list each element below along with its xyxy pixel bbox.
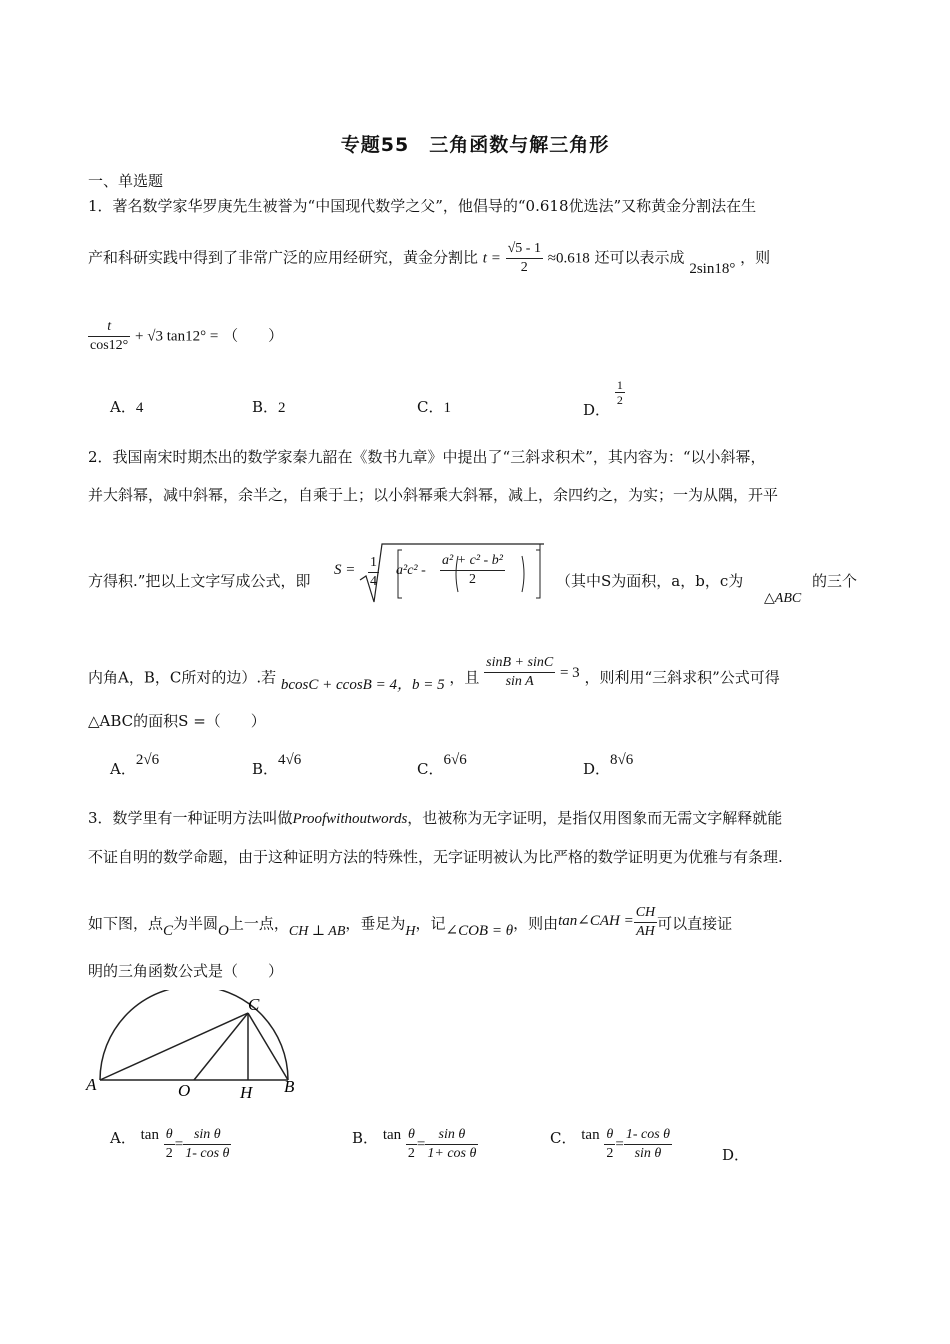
fraction-den: 2 bbox=[616, 393, 623, 407]
lhs-fraction bbox=[604, 1126, 615, 1163]
q2-line3 bbox=[88, 570, 310, 591]
q2-cond1: bcosC + ccosB = 4，b = 5 bbox=[280, 676, 445, 693]
fraction-den: sin θ bbox=[634, 1146, 662, 1161]
label-h: H bbox=[240, 1083, 253, 1102]
q2-inner-fraction bbox=[440, 552, 505, 589]
fraction-den: 2 bbox=[606, 1146, 614, 1161]
q3-line2: 不证自明的数学命题，由于这种证明方法的特殊性，无字证明被认为比严格的数学证明更为优雅与有条理. bbox=[88, 848, 783, 866]
q1-sin-expr: 2sin18° bbox=[689, 260, 736, 277]
option-label: B． bbox=[352, 1128, 379, 1147]
text: 上一点， bbox=[228, 914, 289, 933]
option-label: C． bbox=[417, 398, 444, 416]
option-label: A． bbox=[110, 760, 136, 778]
text: 为半圆 bbox=[173, 914, 219, 933]
q1-line2-text: 产和科研实践中得到了非常广泛的应用经研究，黄金分割比 bbox=[88, 248, 479, 267]
q1-line2-mid: 还可以表示成 bbox=[594, 248, 685, 267]
label-a: A bbox=[86, 1075, 97, 1094]
perp-expr: CH ⊥ AB bbox=[288, 923, 346, 939]
q1-ratio-den: 2 bbox=[520, 260, 528, 275]
fraction-num: 1- cos θ bbox=[624, 1126, 672, 1145]
label-o: O bbox=[178, 1081, 191, 1100]
tan-word: tan bbox=[140, 1126, 159, 1143]
q1-line1: 1．著名数学家华罗庚先生被誉为“中国现代数学之父”，他倡导的“0.618优选法”又称黄金分割法在生 bbox=[88, 197, 757, 215]
fraction-num: a² + c² - b² bbox=[440, 552, 505, 571]
option-label: B． bbox=[252, 398, 279, 416]
angle-expr: ∠COB = θ bbox=[445, 922, 514, 939]
q2-line1: 2．我国南宋时期杰出的数学家秦九韶在《数书九章》中提出了“三斜求积术”，其内容为：“以小斜幂， bbox=[88, 448, 766, 466]
text: ，垂足为 bbox=[345, 914, 406, 933]
segment-ac bbox=[100, 1013, 248, 1080]
q2-line3-pre: 方得积.”把以上文字写成公式，即 bbox=[88, 572, 311, 590]
q2-quarter-fraction bbox=[368, 554, 379, 591]
q3-line3 bbox=[88, 906, 732, 943]
q2-line5: △ABC的面积S =（ ） bbox=[88, 712, 266, 730]
q1-option-c[interactable] bbox=[417, 396, 451, 417]
eq: = bbox=[174, 1136, 184, 1153]
option-label: A． bbox=[110, 1128, 136, 1147]
option-label: A． bbox=[110, 398, 136, 416]
fraction-den: 1+ cos θ bbox=[427, 1146, 477, 1161]
text: ，记 bbox=[415, 914, 446, 933]
option-value: 2 bbox=[278, 400, 286, 416]
fraction-den: 4 bbox=[370, 574, 377, 589]
q1-line2 bbox=[88, 240, 770, 277]
q2-line4 bbox=[88, 655, 780, 697]
option-value: 6√6 bbox=[443, 752, 467, 768]
option-value: 1 bbox=[443, 400, 451, 416]
fraction-num: sinB + sinC bbox=[484, 654, 555, 673]
fraction-den: 2 bbox=[407, 1146, 415, 1161]
q1-option-b[interactable] bbox=[252, 396, 286, 417]
rhs-fraction bbox=[425, 1126, 478, 1163]
fraction-den: sin A bbox=[505, 674, 534, 689]
fraction-num: CH bbox=[634, 904, 657, 923]
rhs-fraction bbox=[183, 1126, 231, 1163]
q2-option-a[interactable] bbox=[110, 748, 160, 778]
rhs-fraction bbox=[624, 1126, 672, 1163]
lhs-fraction bbox=[406, 1126, 417, 1163]
q2-option-c[interactable] bbox=[417, 748, 467, 778]
option-label: B． bbox=[252, 760, 279, 778]
q3-line1-post: ，也被称为无字证明，是指仅用图象而无需文字解释就能 bbox=[407, 809, 783, 827]
var-o: O bbox=[218, 922, 229, 939]
q2-line3-post bbox=[556, 570, 743, 591]
option-label: D． bbox=[722, 1146, 750, 1164]
q3-option-b[interactable] bbox=[352, 1126, 478, 1163]
q1-expr-den: cos12° bbox=[90, 338, 129, 353]
q1-approx: ≈0.618 bbox=[547, 250, 590, 267]
fraction-den: 1- cos θ bbox=[185, 1146, 230, 1161]
q3-option-c[interactable] bbox=[550, 1126, 672, 1163]
fraction-den: AH bbox=[636, 924, 655, 939]
q2-line2: 并大斜幂，减中斜幂，余半之，自乘于上；以小斜幂乘大斜幂，减上，余四约之，为实；一为从隅，开平 bbox=[88, 486, 779, 504]
option-label: C． bbox=[550, 1128, 577, 1147]
option-value: 2√6 bbox=[135, 752, 160, 768]
tan-word: tan bbox=[382, 1126, 402, 1143]
q1-option-d[interactable] bbox=[583, 378, 625, 419]
q1-ratio-fraction bbox=[506, 240, 543, 277]
q2-line4-mid: ，且 bbox=[449, 668, 480, 687]
option-label: C． bbox=[417, 760, 444, 778]
q1-expr-fraction bbox=[88, 318, 130, 355]
fraction-num: θ bbox=[406, 1126, 417, 1145]
q2-formula-a2c2: a²c² - bbox=[396, 563, 426, 578]
q2-triangle: △ABC bbox=[764, 591, 802, 606]
text: 如下图，点 bbox=[88, 914, 164, 933]
fraction-num: 1 bbox=[616, 378, 623, 392]
var-c: C bbox=[163, 922, 174, 939]
q2-line3-end: 的三个 bbox=[812, 572, 858, 590]
section-heading: 一、单选题 bbox=[88, 172, 164, 190]
option-value: 4 bbox=[135, 400, 144, 416]
fraction-num: 1 bbox=[368, 554, 379, 573]
eq: = bbox=[416, 1136, 426, 1153]
q3-line1 bbox=[88, 807, 782, 828]
var-h: H bbox=[405, 923, 416, 939]
q2-option-b[interactable] bbox=[252, 748, 302, 778]
q2-line3-post-text: （其中S为面积，a，b，c为 bbox=[556, 572, 744, 590]
q1-expr-num: t bbox=[88, 318, 130, 337]
option-label: D． bbox=[583, 400, 611, 419]
eq: = bbox=[615, 1136, 624, 1153]
q3-option-a[interactable] bbox=[110, 1126, 231, 1163]
semicircle-figure bbox=[84, 990, 304, 1102]
fraction-num: θ bbox=[604, 1126, 615, 1145]
tan-expr: tan∠CAH = bbox=[558, 912, 634, 929]
q2-cond2-fraction bbox=[484, 654, 555, 691]
option-value-fraction bbox=[615, 378, 625, 407]
option-label: D． bbox=[583, 760, 611, 778]
q3-line4: 明的三角函数公式是（ ） bbox=[88, 962, 284, 980]
option-value: 8√6 bbox=[610, 752, 634, 768]
q2-line4-end: ，则利用“三斜求积”公式可得 bbox=[584, 668, 780, 687]
q3-option-d[interactable] bbox=[722, 1144, 749, 1165]
page-title: 专题55 三角函数与解三角形 bbox=[340, 134, 610, 156]
q1-line2-end: ，则 bbox=[740, 248, 771, 267]
q1-t-var: t = bbox=[482, 250, 501, 267]
q3-proof-term: Proofwithoutwords bbox=[292, 811, 408, 827]
text: ，则由 bbox=[513, 914, 559, 933]
tan-word: tan bbox=[581, 1126, 600, 1143]
label-c: C bbox=[248, 995, 260, 1014]
fraction-num: sin θ bbox=[183, 1126, 231, 1145]
fraction-den: 2 bbox=[165, 1146, 173, 1161]
tan-fraction bbox=[634, 904, 657, 941]
q1-ratio-num: √5 - 1 bbox=[506, 240, 543, 259]
q1-paren: （ ） bbox=[223, 326, 284, 345]
label-b: B bbox=[284, 1077, 295, 1096]
q2-line4-pre: 内角A，B，C所对的边）.若 bbox=[88, 668, 277, 687]
q2-cond2-eq: = 3 bbox=[559, 664, 580, 681]
fraction-num: θ bbox=[164, 1126, 175, 1145]
option-value: 4√6 bbox=[278, 752, 302, 768]
q3-line1-pre: 3．数学里有一种证明方法叫做 bbox=[88, 809, 293, 827]
fraction-num: sin θ bbox=[425, 1126, 478, 1145]
lhs-fraction bbox=[164, 1126, 175, 1163]
q1-expression bbox=[88, 318, 283, 355]
segment-oc bbox=[194, 1013, 248, 1080]
text: 可以直接证 bbox=[657, 914, 733, 933]
q2-formula-s: S = bbox=[334, 562, 356, 578]
q2-option-d[interactable] bbox=[583, 748, 634, 778]
q1-expr-rest: + √3 tan12° = bbox=[135, 328, 219, 345]
q1-option-a[interactable] bbox=[110, 396, 143, 417]
fraction-den: 2 bbox=[468, 572, 476, 587]
